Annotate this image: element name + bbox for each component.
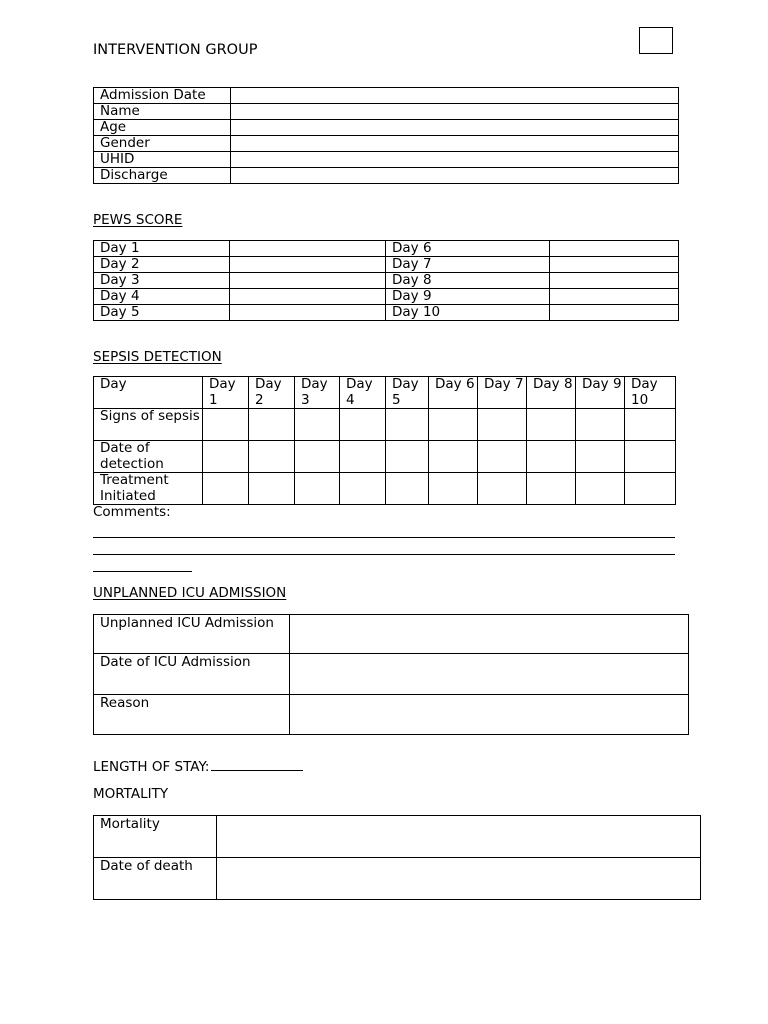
table-row (94, 168, 679, 184)
patient-info-table (93, 87, 679, 184)
uhid-field[interactable] (231, 152, 679, 168)
sepsis-cell[interactable] (429, 473, 478, 505)
day-label: Day 10 (386, 305, 550, 321)
day-column-header: Day 10 (625, 377, 676, 409)
sepsis-cell[interactable] (249, 409, 295, 441)
sepsis-cell[interactable] (386, 473, 429, 505)
icu-heading: UNPLANNED ICU ADMISSION (93, 585, 287, 601)
sepsis-cell[interactable] (429, 409, 478, 441)
table-row (94, 152, 679, 168)
sepsis-cell[interactable] (478, 473, 527, 505)
table-row (94, 654, 689, 695)
icu-admission-field[interactable] (290, 615, 689, 654)
sepsis-cell[interactable] (429, 441, 478, 473)
day-label: Day 8 (386, 273, 550, 289)
mortality-heading: MORTALITY (93, 786, 169, 802)
day-label: Day 7 (386, 257, 550, 273)
pews-score-cell[interactable] (550, 257, 679, 273)
table-row (94, 858, 701, 900)
sepsis-cell[interactable] (340, 441, 386, 473)
table-row (94, 441, 676, 473)
field-label: Discharge (94, 168, 231, 184)
table-row (94, 473, 676, 505)
sepsis-cell[interactable] (340, 409, 386, 441)
day-column-header: Day 9 (576, 377, 625, 409)
mortality-table (93, 815, 701, 900)
comments-label: Comments: (93, 504, 171, 520)
table-row (94, 409, 676, 441)
table-row (94, 120, 679, 136)
sepsis-cell[interactable] (625, 473, 676, 505)
table-row (94, 104, 679, 120)
day-column-header: Day 5 (386, 377, 429, 409)
icu-table (93, 614, 689, 735)
length-of-stay-blank[interactable] (211, 758, 303, 771)
day-column-header: Day 6 (429, 377, 478, 409)
comment-line[interactable] (93, 537, 675, 538)
pews-score-cell[interactable] (550, 273, 679, 289)
icu-reason-field[interactable] (290, 695, 689, 735)
icu-date-field[interactable] (290, 654, 689, 695)
table-row (94, 615, 689, 654)
pews-score-cell[interactable] (230, 241, 386, 257)
day-column-header: Day 2 (249, 377, 295, 409)
day-label: Day 6 (386, 241, 550, 257)
row-label: Signs of sepsis (94, 409, 203, 441)
comment-line[interactable] (93, 554, 675, 555)
pews-score-cell[interactable] (230, 305, 386, 321)
name-field[interactable] (231, 104, 679, 120)
field-label: Gender (94, 136, 231, 152)
field-label: Age (94, 120, 231, 136)
day-column-header: Day 7 (478, 377, 527, 409)
sepsis-cell[interactable] (203, 441, 249, 473)
table-row (94, 695, 689, 735)
sepsis-cell[interactable] (576, 409, 625, 441)
field-label: Name (94, 104, 231, 120)
day-column-header: Day 4 (340, 377, 386, 409)
mortality-field[interactable] (217, 816, 701, 858)
sepsis-cell[interactable] (386, 441, 429, 473)
comment-line[interactable] (93, 571, 192, 572)
table-row (94, 136, 679, 152)
row-label: Date of ICU Admission (94, 654, 290, 695)
length-of-stay-label: LENGTH OF STAY: (93, 759, 210, 775)
pews-score-cell[interactable] (230, 289, 386, 305)
table-row (94, 305, 679, 321)
sepsis-cell[interactable] (295, 473, 340, 505)
pews-score-cell[interactable] (550, 241, 679, 257)
row-label: Date of detection (94, 441, 203, 473)
sepsis-cell[interactable] (249, 473, 295, 505)
id-box[interactable] (639, 27, 673, 54)
date-of-death-field[interactable] (217, 858, 701, 900)
pews-heading: PEWS SCORE (93, 212, 183, 228)
sepsis-cell[interactable] (203, 409, 249, 441)
pews-score-cell[interactable] (230, 257, 386, 273)
age-field[interactable] (231, 120, 679, 136)
day-label: Day 5 (94, 305, 230, 321)
table-row (94, 289, 679, 305)
table-row (94, 377, 676, 409)
sepsis-cell[interactable] (295, 409, 340, 441)
sepsis-cell[interactable] (625, 441, 676, 473)
sepsis-heading: SEPSIS DETECTION (93, 349, 222, 365)
day-column-header: Day 8 (527, 377, 576, 409)
sepsis-cell[interactable] (249, 441, 295, 473)
row-label: Date of death (94, 858, 217, 900)
discharge-field[interactable] (231, 168, 679, 184)
day-column-header: Day 1 (203, 377, 249, 409)
day-label: Day 4 (94, 289, 230, 305)
day-label: Day 1 (94, 241, 230, 257)
table-row (94, 241, 679, 257)
row-label: Treatment Initiated (94, 473, 203, 505)
page-title: INTERVENTION GROUP (93, 42, 258, 58)
sepsis-cell[interactable] (340, 473, 386, 505)
sepsis-table (93, 376, 676, 505)
day-label: Day 3 (94, 273, 230, 289)
row-label: Unplanned ICU Admission (94, 615, 290, 654)
table-row (94, 257, 679, 273)
day-column-header: Day 3 (295, 377, 340, 409)
sepsis-cell[interactable] (527, 473, 576, 505)
day-header: Day (94, 377, 203, 409)
pews-score-cell[interactable] (230, 273, 386, 289)
table-row (94, 816, 701, 858)
admission-date-field[interactable] (231, 88, 679, 104)
sepsis-cell[interactable] (295, 441, 340, 473)
sepsis-cell[interactable] (478, 441, 527, 473)
field-label: UHID (94, 152, 231, 168)
row-label: Mortality (94, 816, 217, 858)
pews-table (93, 240, 679, 321)
sepsis-cell[interactable] (478, 409, 527, 441)
day-label: Day 2 (94, 257, 230, 273)
pews-score-cell[interactable] (550, 289, 679, 305)
day-label: Day 9 (386, 289, 550, 305)
sepsis-cell[interactable] (527, 409, 576, 441)
table-row (94, 273, 679, 289)
sepsis-cell[interactable] (386, 409, 429, 441)
row-label: Reason (94, 695, 290, 735)
sepsis-cell[interactable] (576, 441, 625, 473)
field-label: Admission Date (94, 88, 231, 104)
sepsis-cell[interactable] (576, 473, 625, 505)
table-row (94, 88, 679, 104)
gender-field[interactable] (231, 136, 679, 152)
length-of-stay (93, 758, 303, 775)
sepsis-cell[interactable] (527, 441, 576, 473)
sepsis-cell[interactable] (203, 473, 249, 505)
sepsis-cell[interactable] (625, 409, 676, 441)
pews-score-cell[interactable] (550, 305, 679, 321)
